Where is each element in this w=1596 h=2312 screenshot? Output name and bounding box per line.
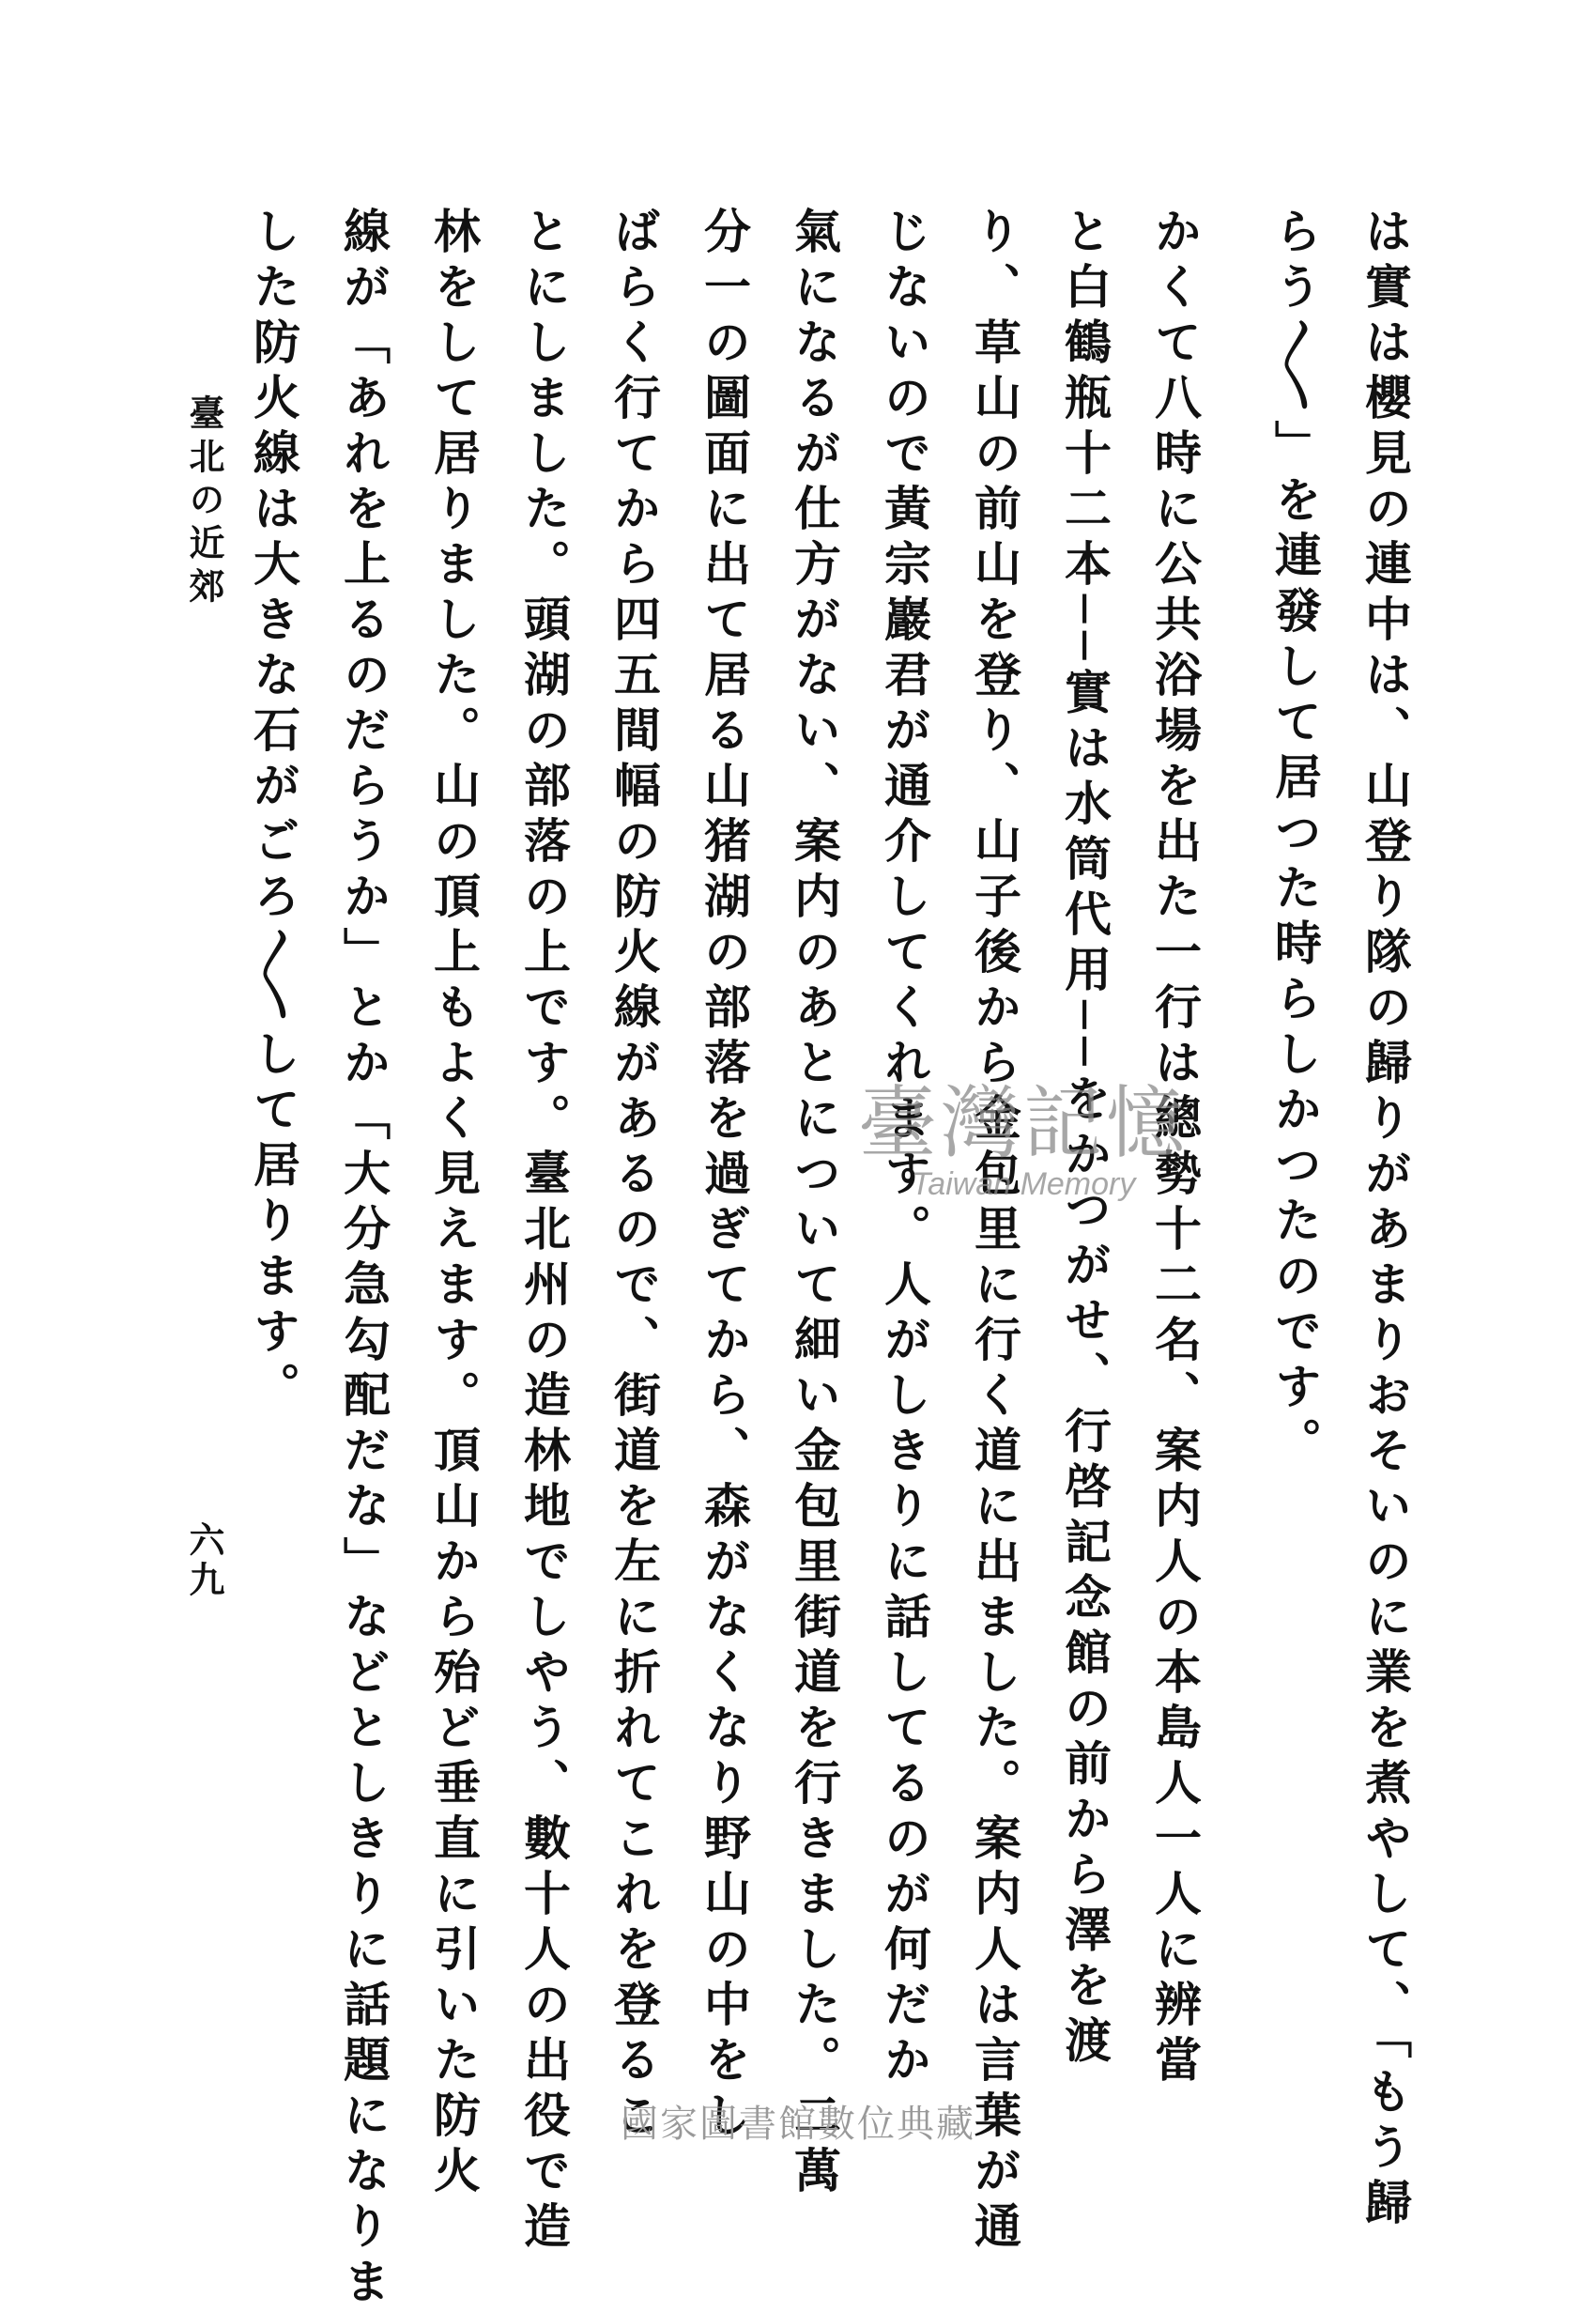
text-line: と白鶴瓶十二本──實は水筒代用──をかつがせ、行啓記念館の前から澤を渡: [1057, 207, 1113, 2072]
watermark-chinese: 臺灣記憶: [857, 1077, 1189, 1169]
text-line: 分一の圖面に出て居る山猪湖の部落を過ぎてから、森がなくなり野山の中をし: [697, 207, 752, 2146]
text-line: 林をして居りました。山の頂上もよく見えます。頂山から殆ど垂直に引いた防火: [426, 207, 482, 2201]
running-header: 臺北の近郊: [183, 394, 225, 610]
text-line: 氣になるが仕方がない、案内のあとについて細い金包里街道を行きました。二萬: [787, 207, 842, 2201]
page-number: 六九: [183, 1521, 225, 1600]
text-line: は實は櫻見の連中は、山登り隊の歸りがあまりおそいのに業を煮やして、「もう歸: [1358, 207, 1413, 2233]
text-line: じないので黃宗巖君が通介してくれます。人がしきりに話してるのが何だか: [877, 207, 932, 2090]
text-line: した防火線は大きな石がごろ〳〵して居ります。: [246, 207, 301, 1417]
text-line: り、草山の前山を登り、山子後から金包里に行く道に出ました。案内人は言葉が通: [967, 207, 1022, 2257]
footer-caption: 國家圖書館數位典藏: [621, 2103, 975, 2146]
text-line: とにしました。頭湖の部落の上です。臺北州の造林地でしやう、數十人の出役で造: [516, 207, 572, 2257]
watermark-logo: [807, 1077, 1239, 1203]
text-line: らう〳〵」を連發して居つた時らしかつたのです。: [1267, 207, 1323, 1472]
text-line: ばらく行てから四五間幅の防火線があるので、街道を左に折れてこれを登るこ: [606, 207, 662, 2146]
text-line: 線が「あれを上るのだらうか」とか「大分急勾配だな」などとしきりに話題になりま: [336, 207, 391, 2312]
text-line: かくて八時に公共浴場を出た一行は總勢十二名、案内人の本島人一人に辨當: [1147, 207, 1203, 2090]
watermark-english: Taiwan Memory: [911, 1166, 1136, 1203]
